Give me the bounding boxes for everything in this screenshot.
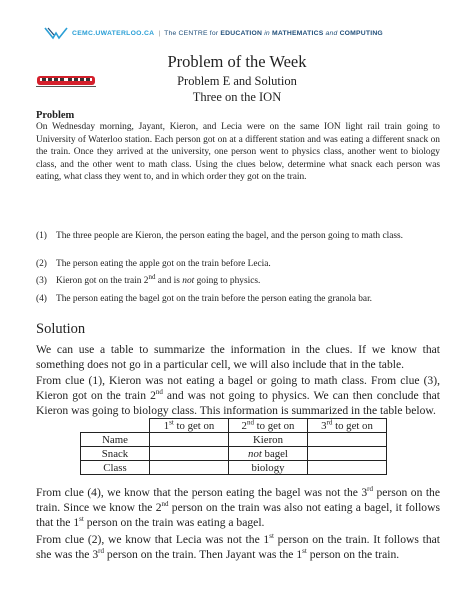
cemc-site-link[interactable]: CEMC.UWATERLOO.CA bbox=[72, 29, 155, 37]
solution-heading: Solution bbox=[36, 321, 86, 337]
problem-text: On Wednesday morning, Jayant, Kieron, and Lecia were on the same ION light rail train going to University of Waterloo station. Each person got on at a different station and was eating a different snack on the train. Once they arrived at the university, one person went to physics class, another went to biology class, and the other went to math class. Using the clues below, determine what snack each person was eating, what class they went to, and in which order they got on the train. bbox=[36, 122, 440, 183]
cemc-header bbox=[44, 26, 383, 40]
problem-name: Three on the ION bbox=[192, 90, 282, 104]
solution-paragraph-2: From clue (1), Kieron was not eating a bagel or going to math class. From clue (3), Kieron got on the train 2nd and was not going to physics. We can then conclude that Kieron was going to biology class. This information is summarized in the table below. bbox=[36, 374, 440, 418]
table-cell bbox=[150, 433, 229, 447]
page-title: Problem of the Week bbox=[167, 52, 307, 71]
summary-table bbox=[80, 418, 387, 475]
row-label-name: Name bbox=[81, 433, 150, 447]
solution-paragraph-3: From clue (4), we know that the person eating the bagel was not the 3rd person on the train. Since we know the 2nd person on the train was also not eating a bagel, it follows that the 1st person on the train was eating a bagel. bbox=[36, 485, 440, 530]
solution-paragraph-1: We can use a table to summarize the information in the clues. If we know that something does not go in a particular cell, we will also include that in the table. bbox=[36, 343, 440, 372]
table-row bbox=[81, 447, 387, 461]
row-label-snack: Snack bbox=[81, 447, 150, 461]
row-label-class: Class bbox=[81, 461, 150, 475]
table-cell: Kieron bbox=[229, 433, 308, 447]
page-subtitle: Problem E and Solution bbox=[177, 74, 297, 88]
table-cell: biology bbox=[229, 461, 308, 475]
cemc-logo-icon bbox=[44, 26, 68, 40]
column-header-second: 2nd to get on bbox=[229, 419, 308, 433]
table-header-row bbox=[81, 419, 387, 433]
table-cell bbox=[150, 447, 229, 461]
table-cell bbox=[150, 461, 229, 475]
table-cell bbox=[308, 433, 387, 447]
problem-heading: Problem bbox=[36, 110, 75, 121]
table-cell: not bagel bbox=[229, 447, 308, 461]
column-header-first: 1st to get on bbox=[150, 419, 229, 433]
table-cell bbox=[308, 447, 387, 461]
table-cell bbox=[308, 461, 387, 475]
solution-paragraph-4: From clue (2), we know that Lecia was not the 1st person on the train. It follows that she was the 3rd person on the train. Then Jayant was the 1st person on the train. bbox=[36, 532, 440, 562]
centre-name: The CENTRE for EDUCATION in MATHEMATICS and COMPUTING bbox=[164, 29, 383, 37]
column-header-third: 3rd to get on bbox=[308, 419, 387, 433]
header-separator: | bbox=[158, 29, 161, 37]
table-row bbox=[81, 433, 387, 447]
table-row bbox=[81, 461, 387, 475]
